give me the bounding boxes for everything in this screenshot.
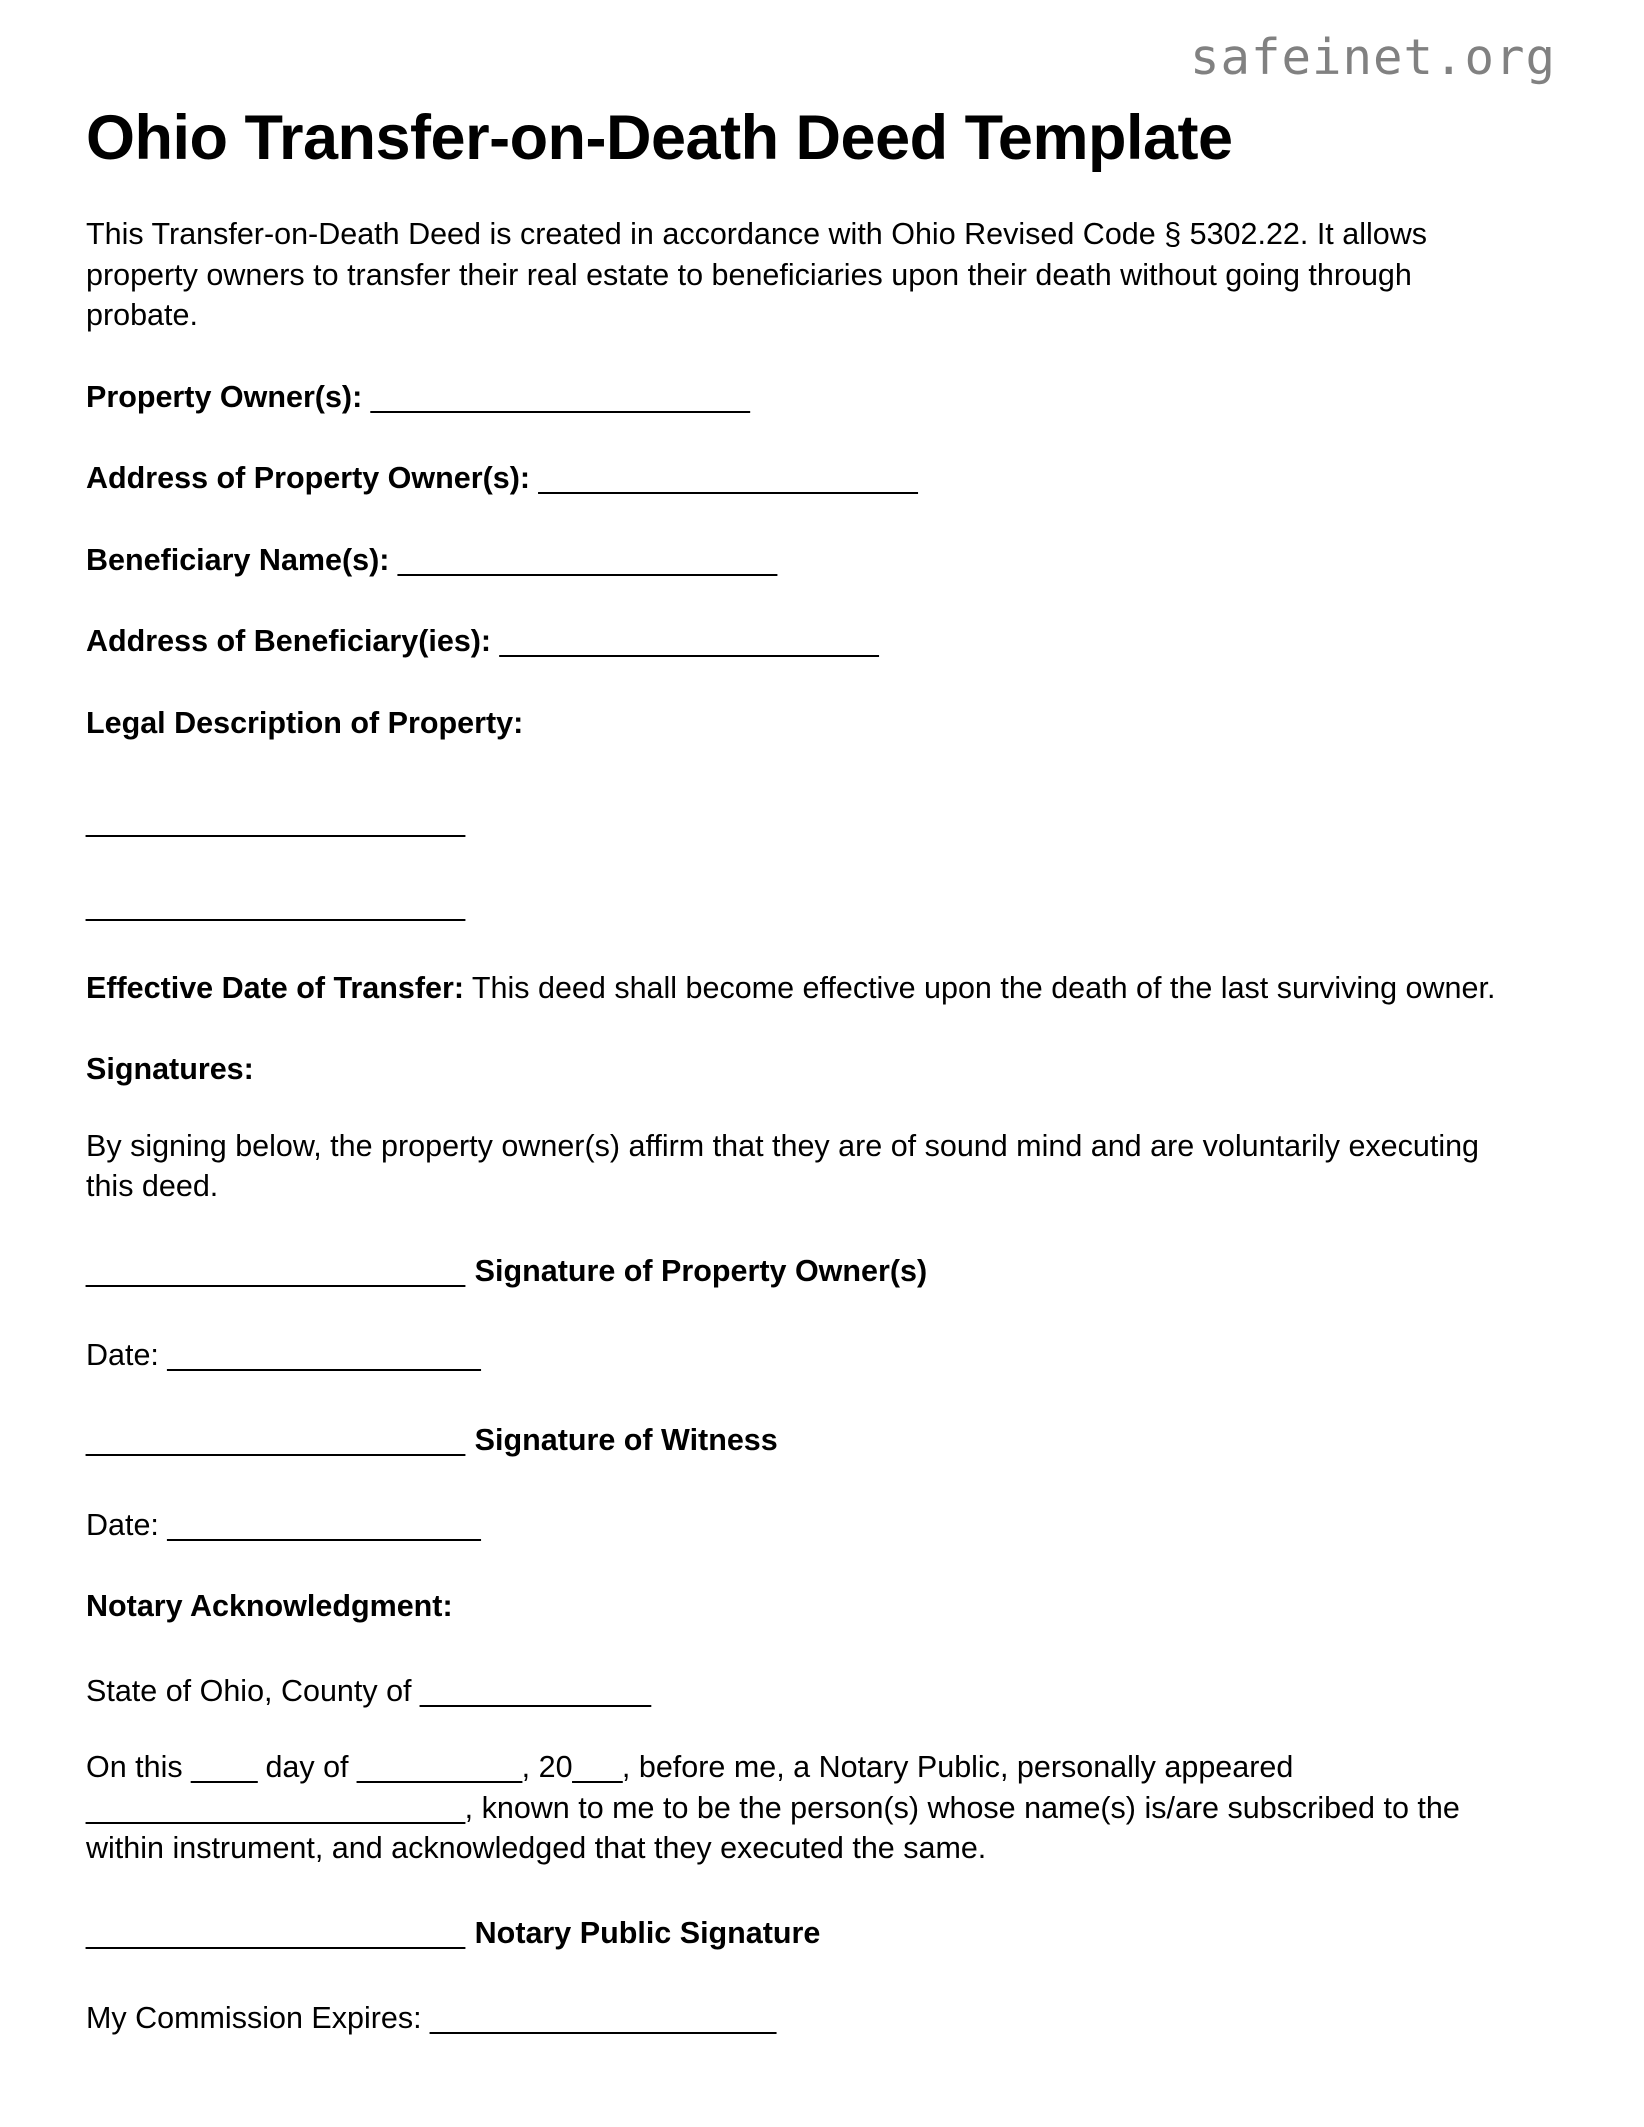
ack-text-2: day of	[256, 1750, 358, 1785]
notary-signature-blank[interactable]: _______________________	[86, 1915, 465, 1950]
owner-date-row	[86, 1291, 1558, 1376]
signatures-heading: Signatures:	[86, 1052, 254, 1087]
owner-signature-caption: Signature of Property Owner(s)	[474, 1253, 928, 1288]
notary-heading-row	[86, 1545, 1558, 1627]
field-property-owner-label: Property Owner(s):	[86, 379, 363, 414]
ack-day-blank[interactable]: ____	[191, 1750, 257, 1785]
ack-text-1: On this	[86, 1750, 192, 1785]
witness-date-blank[interactable]: ___________________	[167, 1507, 481, 1542]
notary-acknowledgment-paragraph	[86, 1711, 1522, 1869]
ack-text-5: , known to me to be the person(s) whose name(s) is/are subscribed to the within instrument, and acknowledged that they executed the same.	[86, 1790, 1460, 1866]
witness-date-label: Date:	[86, 1507, 159, 1542]
field-legal-description	[86, 662, 1558, 744]
witness-date-row	[86, 1461, 1558, 1546]
field-legal-blank-one-row	[86, 744, 1558, 842]
owner-signature-blank[interactable]: _______________________	[86, 1253, 465, 1288]
page-title: Ohio Transfer-on-Death Deed Template	[86, 103, 1233, 173]
witness-signature-blank[interactable]: _______________________	[86, 1423, 465, 1458]
field-address-owner-blank[interactable]: _______________________	[538, 461, 918, 496]
notary-state-county-label: State of Ohio, County of	[86, 1673, 420, 1708]
field-legal-blank-two[interactable]: _______________________	[86, 888, 465, 923]
field-beneficiary-name-label: Beneficiary Name(s):	[86, 542, 390, 577]
site-watermark: safeinet.org	[1189, 29, 1556, 86]
field-address-beneficiary	[86, 580, 1558, 662]
field-address-owner	[86, 417, 1558, 499]
witness-signature-caption: Signature of Witness	[474, 1423, 778, 1458]
notary-heading: Notary Acknowledgment:	[86, 1589, 453, 1624]
effective-date-text: This deed shall become effective upon the death of the last surviving owner.	[463, 970, 1496, 1005]
notary-county-blank[interactable]: ______________	[420, 1673, 651, 1708]
ack-text-3: , 20	[521, 1750, 573, 1785]
commission-expires-row	[86, 1954, 1558, 2039]
field-address-owner-label: Address of Property Owner(s):	[86, 461, 531, 496]
field-property-owner-blank[interactable]: _______________________	[370, 379, 750, 414]
field-property-owner	[86, 336, 1558, 418]
effective-date-paragraph	[86, 926, 1522, 1009]
owner-signature-row	[86, 1207, 1558, 1292]
ack-year-blank[interactable]: ___	[572, 1750, 622, 1785]
ack-text-4: , before me, a Notary Public, personally appeared	[621, 1750, 1294, 1785]
field-legal-blank-two-row	[86, 841, 1558, 926]
field-address-beneficiary-blank[interactable]: _______________________	[499, 624, 879, 659]
field-legal-description-label: Legal Description of Property:	[86, 705, 524, 740]
notary-signature-caption: Notary Public Signature	[474, 1915, 821, 1950]
signature-affirmation-paragraph: By signing below, the property owner(s) affirm that they are of sound mind and are voluntarily executing this deed.	[86, 1128, 1480, 1204]
witness-signature-row	[86, 1376, 1558, 1461]
owner-date-label: Date:	[86, 1338, 159, 1373]
commission-expires-blank[interactable]: _____________________	[430, 2000, 776, 2035]
ack-name-blank[interactable]: _______________________	[86, 1790, 465, 1825]
effective-date-label: Effective Date of Transfer:	[86, 970, 464, 1005]
field-legal-blank-one[interactable]: _______________________	[86, 803, 465, 838]
owner-date-blank[interactable]: ___________________	[167, 1338, 481, 1373]
field-beneficiary-name	[86, 499, 1558, 581]
notary-state-county-row	[86, 1627, 1558, 1712]
intro-paragraph: This Transfer-on-Death Deed is created in accordance with Ohio Revised Code § 5302.22. It allows property owners to transfer their real estate to beneficiaries upon their death without going through probate.	[86, 217, 1428, 333]
signatures-heading-row	[86, 1008, 1558, 1090]
ack-month-blank[interactable]: __________	[357, 1750, 522, 1785]
field-beneficiary-name-blank[interactable]: _______________________	[397, 542, 777, 577]
notary-signature-row	[86, 1869, 1558, 1954]
commission-expires-label: My Commission Expires:	[86, 2000, 422, 2035]
field-address-beneficiary-label: Address of Beneficiary(ies):	[86, 624, 492, 659]
